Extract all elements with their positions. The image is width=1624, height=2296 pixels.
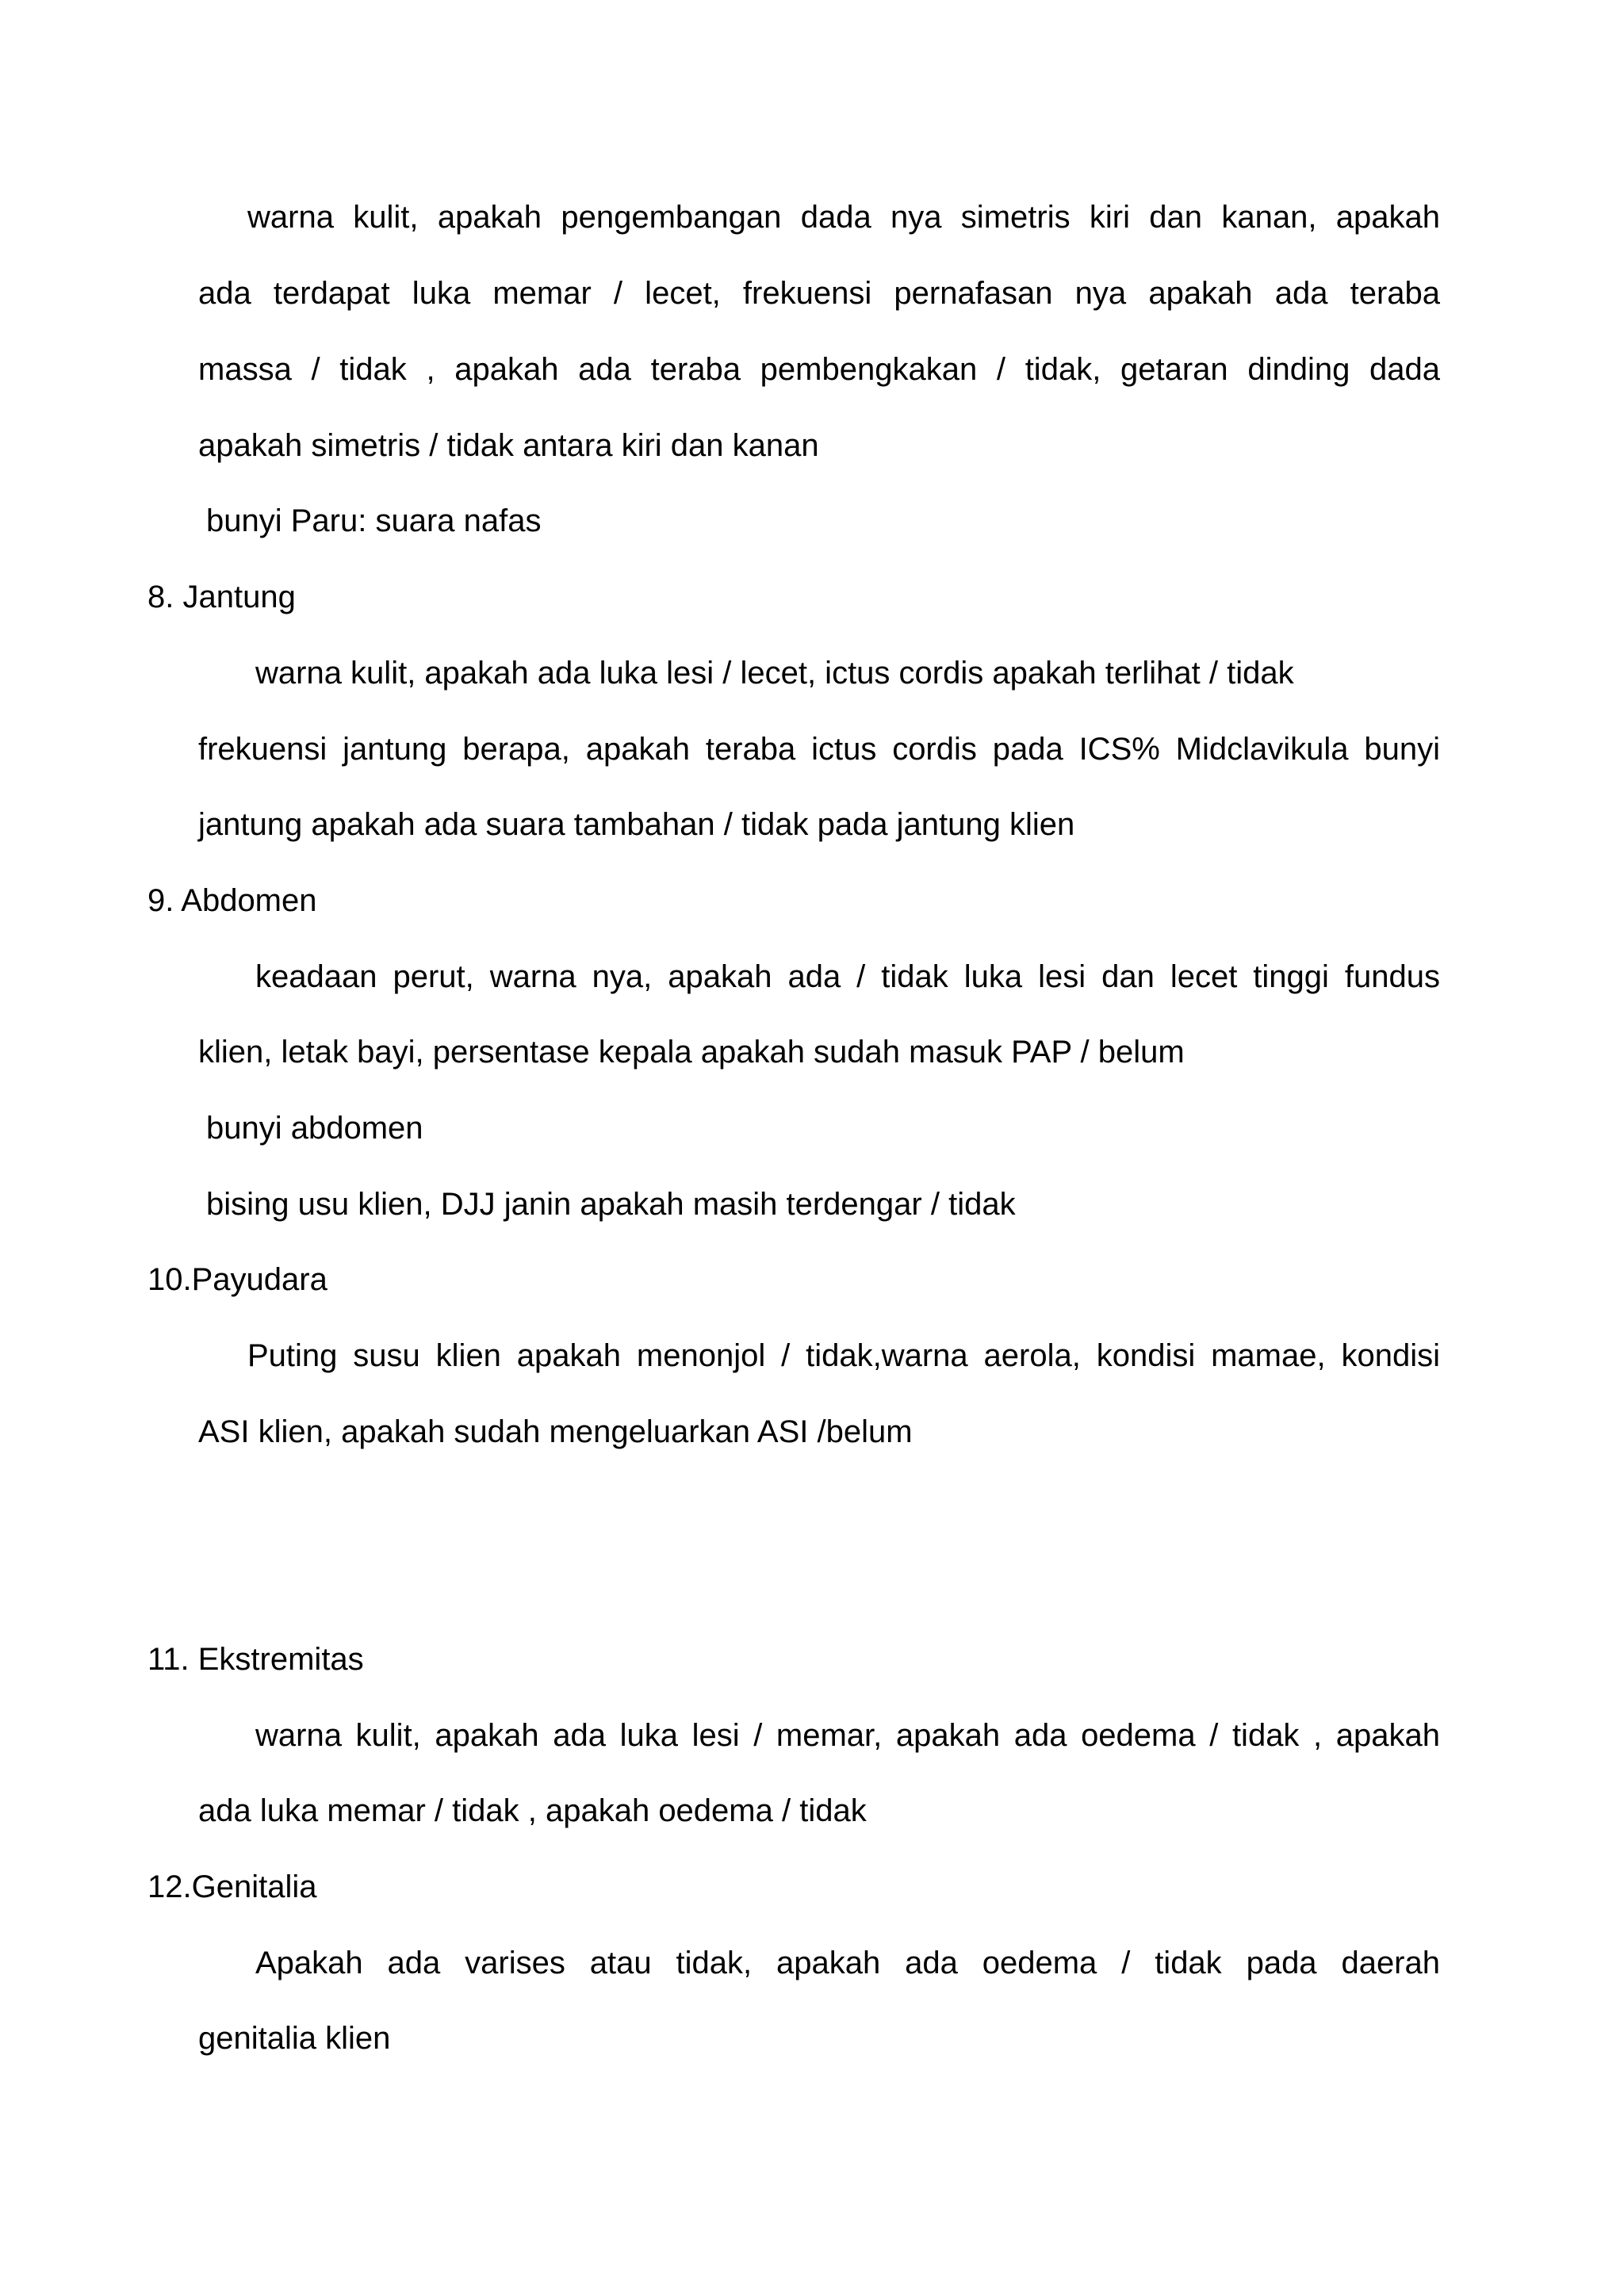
section-heading-payudara: 10.Payudara	[147, 1262, 327, 1297]
genitalia-paragraph-line: genitalia klien	[198, 2021, 391, 2056]
abdomen-paragraph-line: keadaan perut, warna nya, apakah ada / tidak luka lesi dan lecet tinggi fundus	[255, 959, 1440, 994]
section-heading-abdomen: 9. Abdomen	[147, 883, 317, 918]
paru-auscultation-line: bunyi Paru: suara nafas	[206, 503, 542, 538]
section-heading-genitalia: 12.Genitalia	[147, 1869, 317, 1904]
jantung-paragraph-line: frekuensi jantung berapa, apakah teraba ictus cordis pada ICS% Midclavikula bunyi	[198, 732, 1440, 767]
paru-paragraph-line: warna kulit, apakah pengembangan dada nya simetris kiri dan kanan, apakah	[247, 200, 1440, 235]
payudara-paragraph-line: Puting susu klien apakah menonjol / tidak,warna aerola, kondisi mamae, kondisi	[247, 1338, 1440, 1373]
ekstremitas-paragraph-line: warna kulit, apakah ada luka lesi / memar, apakah ada oedema / tidak , apakah	[255, 1718, 1440, 1753]
paru-paragraph-line: massa / tidak , apakah ada teraba pembengkakan / tidak, getaran dinding dada	[198, 352, 1440, 387]
paru-paragraph-line: apakah simetris / tidak antara kiri dan kanan	[198, 428, 819, 463]
jantung-paragraph-line: jantung apakah ada suara tambahan / tidak pada jantung klien	[198, 807, 1075, 842]
paru-paragraph-line: ada terdapat luka memar / lecet, frekuensi pernafasan nya apakah ada teraba	[198, 276, 1440, 311]
genitalia-paragraph-line: Apakah ada varises atau tidak, apakah ada oedema / tidak pada daerah	[255, 1946, 1440, 1980]
ekstremitas-paragraph-line: ada luka memar / tidak , apakah oedema / tidak	[198, 1793, 867, 1828]
abdomen-paragraph-line: klien, letak bayi, persentase kepala apakah sudah masuk PAP / belum	[198, 1035, 1185, 1070]
abdomen-auscultation-line: bunyi abdomen	[206, 1111, 423, 1146]
section-heading-ekstremitas: 11. Ekstremitas	[147, 1642, 364, 1677]
section-heading-jantung: 8. Jantung	[147, 580, 296, 614]
payudara-paragraph-line: ASI klien, apakah sudah mengeluarkan ASI /belum	[198, 1414, 913, 1449]
abdomen-auscultation-line: bising usu klien, DJJ janin apakah masih terdengar / tidak	[206, 1187, 1016, 1222]
jantung-paragraph-line: warna kulit, apakah ada luka lesi / lecet, ictus cordis apakah terlihat / tidak	[255, 656, 1294, 691]
